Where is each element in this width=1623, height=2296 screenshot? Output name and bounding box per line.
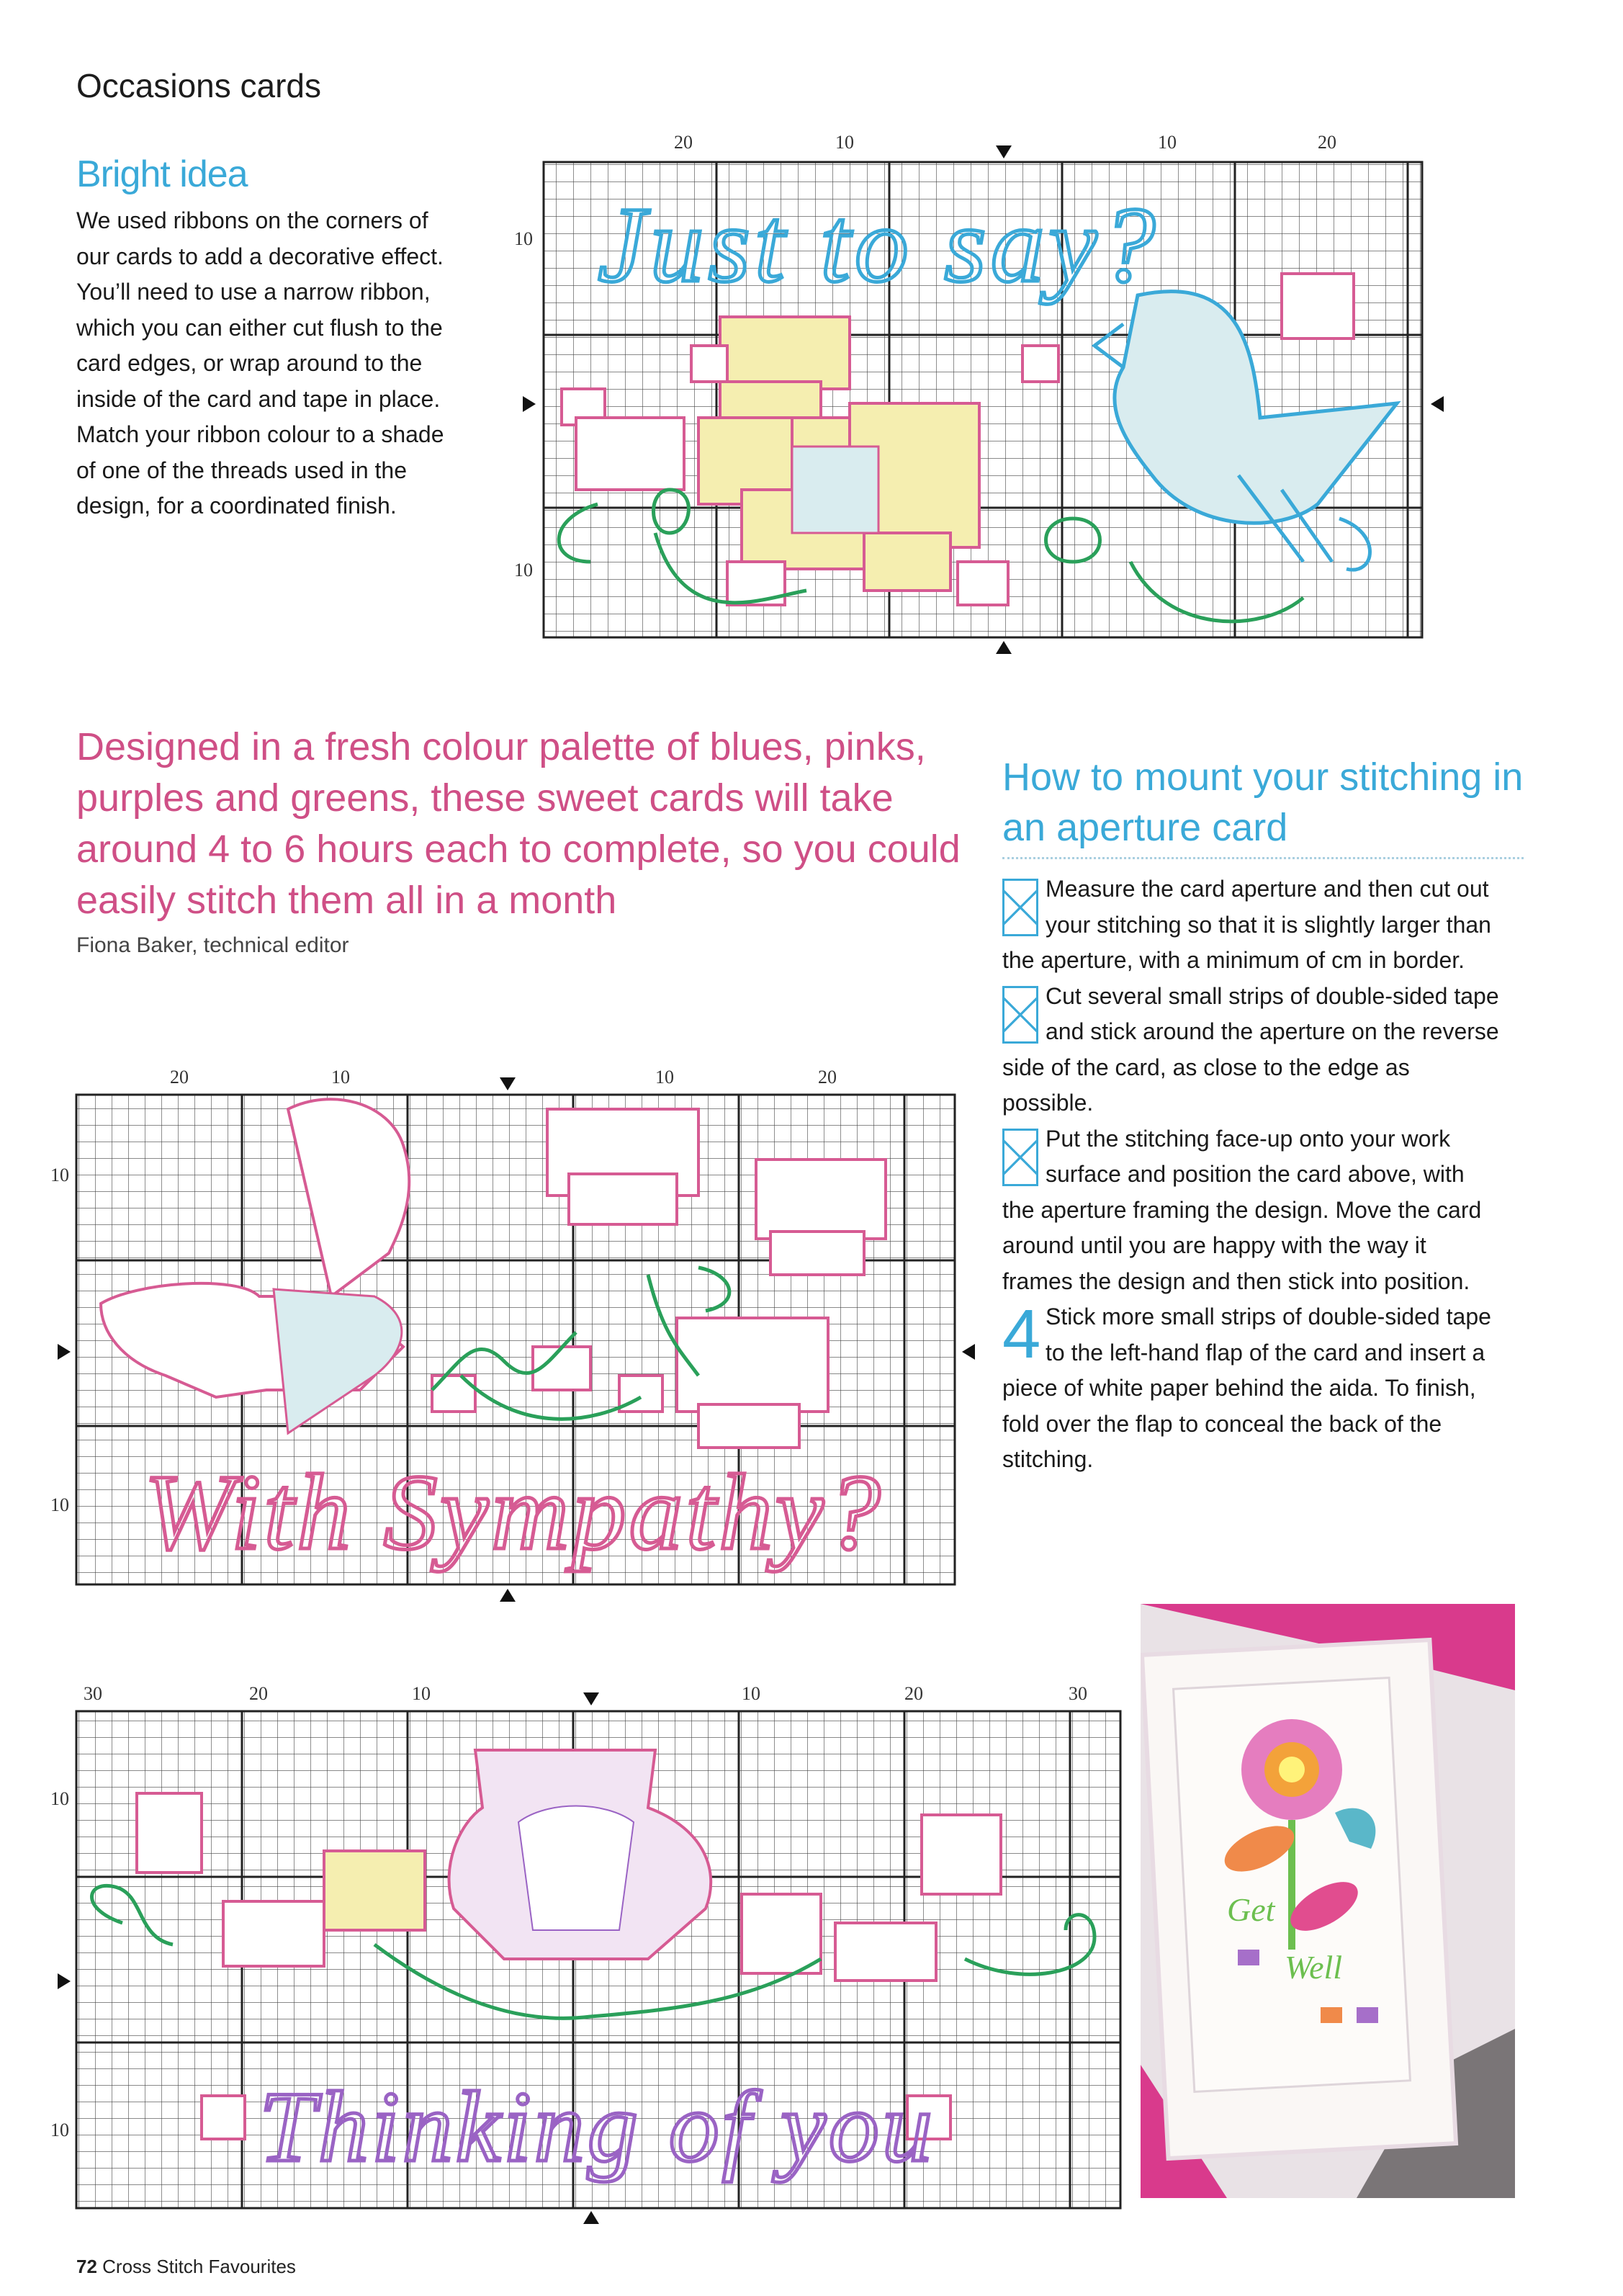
center-marker: [996, 641, 1012, 654]
axis-label: 10: [50, 2120, 69, 2140]
axis-label: 20: [249, 1683, 268, 1704]
center-marker: [996, 145, 1012, 158]
axis-label: 20: [818, 1067, 837, 1088]
axis-label: 30: [84, 1683, 102, 1704]
axis-label: 10: [1158, 132, 1177, 153]
pull-quote: Designed in a fresh colour palette of blues, pinks, purples and greens, these sweet cards will take around 4 to 6 hours each to complete, so you could easily stitch them all in a month: [76, 725, 961, 922]
divider: [1002, 857, 1524, 859]
center-marker: [523, 396, 536, 412]
axis-label: 20: [674, 132, 693, 153]
axis-label: 10: [412, 1683, 431, 1704]
axis-label: 10: [50, 1165, 69, 1185]
magazine-name: Cross Stitch Favourites: [102, 2256, 296, 2277]
quote-credit: Fiona Baker, technical editor: [76, 933, 349, 957]
page-number: 72: [76, 2256, 97, 2277]
axis-label: 10: [514, 228, 533, 249]
bright-idea-title: Bright idea: [76, 153, 248, 195]
axis-label: 20: [904, 1683, 923, 1704]
axis-label: 30: [1069, 1683, 1087, 1704]
step-number: 4: [1002, 1296, 1041, 1373]
chart-phrase: Just to say?: [598, 185, 1160, 305]
axis-label: 10: [50, 1788, 69, 1809]
step-3: [1002, 1121, 1499, 1300]
step-number-icon: [1002, 879, 1038, 936]
center-marker: [1431, 396, 1444, 412]
axis-label: 10: [742, 1683, 760, 1704]
step-number-icon: [1002, 1129, 1038, 1186]
card-photo: [1141, 1604, 1515, 2198]
center-marker: [500, 1589, 516, 1602]
axis-label: 10: [655, 1067, 674, 1088]
footer: [76, 2256, 296, 2278]
chart-phrase: With Sympathy?: [144, 1453, 884, 1572]
step-text: Put the stitching face-up onto your work surface and position the card above, with the aperture framing the design. Move the card around until you are happy with the way it frames the design and then stick into position.: [1002, 1125, 1482, 1294]
how-to-title: How to mount your stitching in an aperture card: [1002, 755, 1524, 849]
chart-just-to-say: [504, 130, 1512, 663]
chart-thinking-of-you: [29, 1671, 1123, 2233]
step-4: [1002, 1296, 1499, 1478]
chart-phrase: Thinking of you: [259, 2071, 935, 2183]
step-text: Cut several small strips of double-sided tape and stick around the aperture on the reverse side of the card, as close to the edge as possible.: [1002, 982, 1499, 1116]
step-number-icon: [1002, 986, 1038, 1044]
axis-label: 20: [1318, 132, 1336, 153]
center-marker: [58, 1344, 71, 1360]
step-1: [1002, 871, 1499, 979]
axis-label: 10: [50, 1494, 69, 1515]
step-2: [1002, 979, 1499, 1121]
section-title: Occasions cards: [76, 67, 322, 104]
bright-idea-body: We used ribbons on the corners of our cards to add a decorative effect. You’ll need to use a narrow ribbon, which you can either cut flush to the card edges, or wrap around to the inside of the card and tape in place. Match your ribbon colour to a shade of one of the threads used in the design, for a coordinated finish.: [76, 207, 444, 519]
center-marker: [583, 1692, 599, 1705]
axis-label: 10: [514, 560, 533, 580]
photo-card-text: Well: [1285, 1949, 1343, 1986]
photo-card-text: Get: [1227, 1891, 1275, 1928]
center-marker: [500, 1077, 516, 1090]
center-marker: [962, 1344, 975, 1360]
center-marker: [583, 2211, 599, 2224]
center-marker: [58, 1973, 71, 1989]
chart-with-sympathy: [29, 1059, 979, 1606]
axis-label: 20: [170, 1067, 189, 1088]
step-text: Stick more small strips of double-sided tape to the left-hand flap of the card and insert a piece of white paper behind the aida. To finish, fold over the flap to conceal the back of the stitching.: [1002, 1304, 1491, 1472]
how-to-steps: [1002, 871, 1499, 1478]
axis-label: 10: [331, 1067, 350, 1088]
step-text: Measure the card aperture and then cut out your stitching so that it is slightly larger than the aperture, with a minimum of cm in border.: [1002, 876, 1491, 973]
axis-label: 10: [835, 132, 854, 153]
